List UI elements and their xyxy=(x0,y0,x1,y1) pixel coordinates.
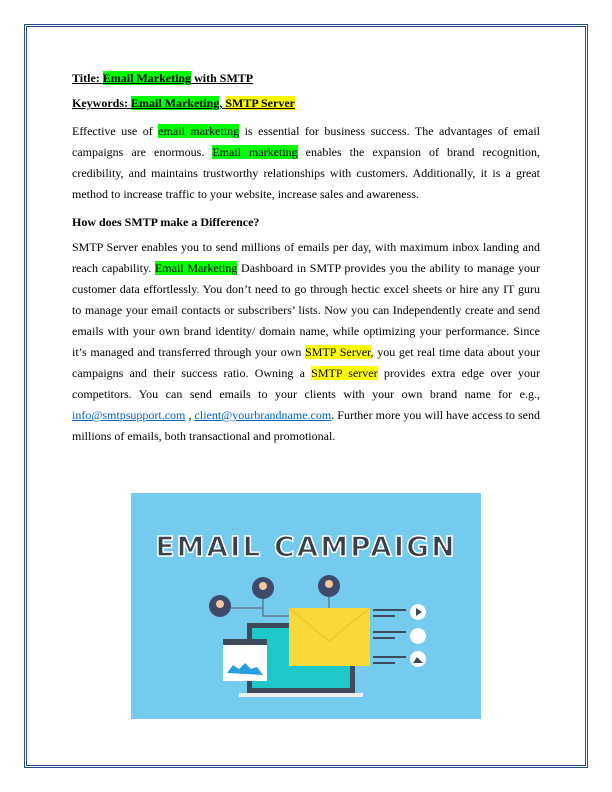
email-link-client[interactable]: client@yourbrandname.com xyxy=(194,408,332,422)
title-highlight: Email Marketing xyxy=(102,71,192,85)
highlight: email marketing xyxy=(158,124,240,138)
text: is essential for business success. The advantages of email campaigns are enormous. xyxy=(72,124,540,159)
title-rest: with SMTP xyxy=(191,71,254,85)
title-label: Title: xyxy=(72,71,103,85)
text: . Further more you will have access to send millions of emails, both transactional and promotional. xyxy=(72,408,541,443)
highlight: SMTP server xyxy=(311,366,378,380)
text: Effective use of xyxy=(72,124,159,138)
paragraph-2 xyxy=(72,237,540,447)
image-headline: EMAIL CAMPAIGN xyxy=(155,530,457,563)
text: provides extra edge over your competitors. You can send emails to your clients with your own brand name for e.g., xyxy=(72,366,541,401)
title xyxy=(72,70,540,86)
highlight: Email marketing xyxy=(212,145,298,159)
text: , you get real time data about your campaigns and their success ratio. Owning a xyxy=(72,345,540,380)
text: enables the expansion of brand recognition, credibility, and maintains trustworthy relationships with customers. Additionally, it is a great method to increase traffic to your website, increase sales and awareness. xyxy=(72,145,540,201)
email-campaign-illustration xyxy=(131,493,481,719)
subheading: How does SMTP make a Difference? xyxy=(72,215,260,229)
keyword-sep: , xyxy=(219,96,226,110)
document-icon xyxy=(410,628,426,644)
keyword-2: SMTP Server xyxy=(225,96,295,110)
text: , xyxy=(185,408,195,422)
email-link-support[interactable]: info@smtpsupport.com xyxy=(72,408,186,422)
keywords xyxy=(72,95,540,111)
text: SMTP Server enables you to send millions of emails per day, with maximum inbox landing and reach capability. xyxy=(72,240,540,275)
text: Dashboard in SMTP provides you the ability to manage your customer data effortlessly. You don’t need to go through hectic excel sheets or hire any IT guru to manage your email contacts or subscribers’ lists. Now you can Independently create and send emails with your own brand identity/ domain name, while optimizing your performance. Since it’s managed and transferred through your own xyxy=(72,261,541,359)
document-body xyxy=(72,70,540,455)
keywords-label: Keywords: xyxy=(72,96,131,110)
keyword-1: Email Marketing xyxy=(131,96,220,110)
highlight: Email Marketing xyxy=(154,261,238,275)
paragraph-1 xyxy=(72,121,540,205)
highlight: SMTP Server xyxy=(305,345,371,359)
